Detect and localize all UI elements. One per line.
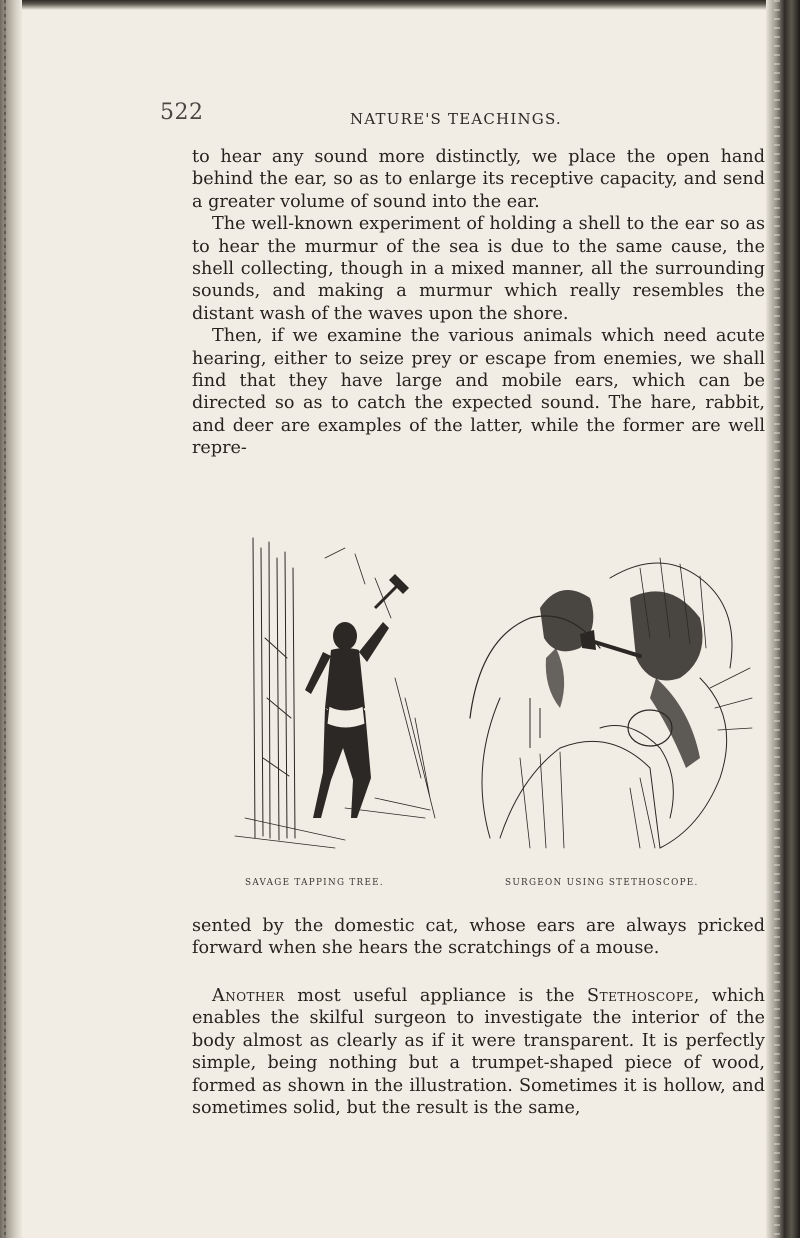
- book-page-edges: [766, 0, 800, 1238]
- running-head: NATURE'S TEACHINGS.: [350, 110, 562, 128]
- paragraph: [192, 985, 765, 1119]
- illustration-caption-left: SAVAGE TAPPING TREE.: [245, 878, 384, 888]
- savage-tapping-tree-illustration: [225, 518, 450, 858]
- paragraph: The well-known experiment of holding a shell to the ear so as to hear the murmur of the sea is due to the same cause, the shell collecting, though in a mixed manner, all the surrounding sounds, and making a murmur which really resembles the distant wash of the waves upon the shore.: [192, 214, 765, 324]
- body-text-continued: [192, 915, 765, 960]
- paragraph: to hear any sound more distinctly, we place the open hand behind the ear, so as to enlarge its receptive capacity, and send a greater volume of sound into the ear.: [192, 147, 765, 212]
- page-number: 522: [160, 100, 204, 125]
- body-text-stethoscope: [192, 985, 765, 1119]
- stethoscope-term: Stethoscope: [587, 986, 694, 1006]
- illustration-plate: [215, 518, 760, 888]
- book-gutter: [0, 0, 22, 1238]
- paragraph-text: , which enables the skilful surgeon to investigate the interior of the body almost as clearly as if it were transparent. It is perfectly simple, being nothing but a trumpet-shaped piece of wood, formed as shown in the illustration. Sometimes it is hollow, and sometimes solid, but the result is the same,: [192, 986, 765, 1119]
- illustration-caption-right: SURGEON USING STETHOSCOPE.: [505, 878, 699, 888]
- body-text-top: [192, 146, 765, 460]
- lead-word: Another: [212, 986, 285, 1006]
- paragraph: sented by the domestic cat, whose ears are always pricked forward when she hears the scratchings of a mouse.: [192, 916, 765, 959]
- paragraph: Then, if we examine the various animals which need acute hearing, either to seize prey or escape from enemies, we shall find that they have large and mobile ears, which can be directed so as to catch the expected sound. The hare, rabbit, and deer are examples of the latter, while the former are well repre-: [192, 326, 765, 459]
- paragraph-text: most useful appliance is the: [284, 986, 588, 1006]
- page-header: [160, 100, 760, 140]
- surgeon-using-stethoscope-illustration: [460, 518, 755, 858]
- page-top-shadow: [0, 0, 800, 10]
